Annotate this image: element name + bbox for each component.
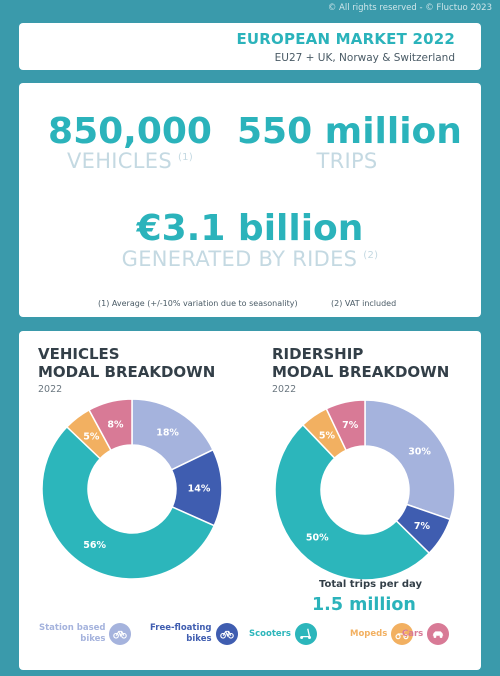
trips-label: TRIPS — [316, 149, 378, 173]
vehicles-footnote-marker: (1) — [177, 152, 194, 163]
legend-label: Scooters — [249, 628, 291, 639]
ridership-breakdown-title: RIDERSHIP MODAL BREAKDOWN — [272, 345, 450, 381]
legend-label: Mopeds — [350, 628, 388, 639]
legend-item-scooters — [249, 623, 317, 645]
revenue-amount: €3.1 billion — [136, 208, 364, 249]
revenue-label: GENERATED BY RIDES $^{(2)}$ — [121, 247, 379, 271]
footnote-1: (1) Average (+/-10% variation due to seasonality) — [98, 299, 298, 308]
legend-label: Cars — [402, 628, 424, 639]
total-trips-label: Total trips per day — [319, 579, 423, 590]
slice-label-station-based-bikes: 18% — [156, 427, 179, 439]
ridership-breakdown-year: 2022 — [272, 384, 297, 395]
slice-label-mopeds: 5% — [83, 431, 100, 443]
vehicles-label: VEHICLES $^{(1)}$ — [66, 149, 194, 173]
ridership-donut-chart — [275, 400, 455, 580]
legend-item-station-based-bikes — [39, 623, 131, 645]
legend-label: Free-floating bikes — [150, 623, 212, 644]
copyright-notice: © All rights reserved - © Fluctuo 2023 — [327, 3, 492, 13]
slice-label-free-floating-bikes: 7% — [413, 520, 431, 532]
legend-item-free-floating-bikes — [150, 623, 238, 645]
slice-label-cars: 7% — [342, 420, 359, 432]
slice-label-cars: 8% — [107, 419, 124, 431]
modal-breakdown-panel — [19, 331, 481, 670]
slice-label-free-floating-bikes: 14% — [187, 483, 211, 495]
total-trips-value: 1.5 million — [312, 595, 416, 615]
legend-label: Station based bikes — [39, 623, 106, 644]
bike-icon — [109, 623, 131, 645]
slice-label-mopeds: 5% — [318, 430, 336, 442]
vehicles-donut-chart — [42, 399, 222, 579]
key-figures-panel — [19, 83, 481, 317]
vehicles-breakdown-year: 2022 — [38, 384, 63, 395]
footnote-2: (2) VAT included — [331, 299, 397, 308]
bike-icon — [216, 623, 238, 645]
revenue-footnote-marker: (2) — [363, 250, 379, 261]
legend-item-cars — [402, 623, 449, 645]
trips-count: 550 million — [237, 111, 462, 152]
slice-station-based-bikes — [365, 400, 455, 519]
slice-label-station-based-bikes: 30% — [408, 446, 431, 458]
header-panel — [19, 23, 481, 70]
car-icon — [427, 623, 449, 645]
page-title: EUROPEAN MARKET 2022 — [236, 30, 455, 48]
vehicles-count: 850,000 — [48, 111, 212, 152]
slice-label-scooters: 50% — [305, 532, 329, 544]
page-subtitle: EU27 + UK, Norway & Switzerland — [274, 52, 455, 64]
slice-label-scooters: 56% — [83, 540, 107, 552]
vehicles-breakdown-title: VEHICLES MODAL BREAKDOWN — [38, 345, 216, 381]
scooter-icon — [295, 623, 317, 645]
